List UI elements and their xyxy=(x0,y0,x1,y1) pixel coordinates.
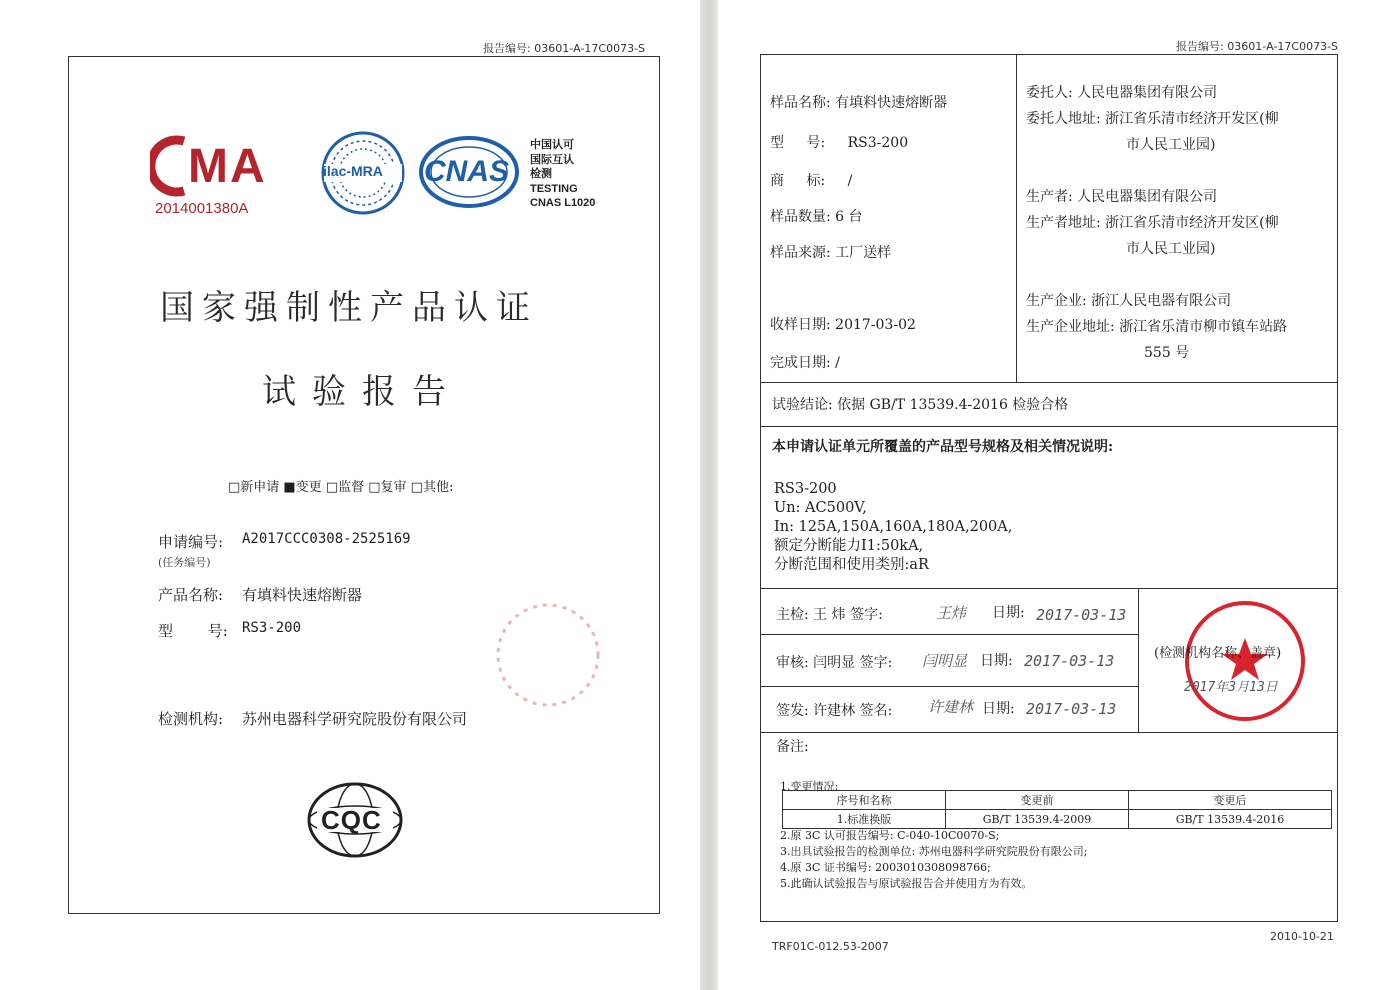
approver-label: 签发: 许建林 签名: xyxy=(776,703,893,719)
cnas-caption-line: TESTING xyxy=(530,182,578,195)
right-report-number: 报告编号: 03601-A-17C0073-S xyxy=(1176,40,1339,53)
form-date: 2010-10-21 xyxy=(1270,930,1334,943)
faint-seal-mark xyxy=(478,600,608,714)
table-cell: 1.标准换版 xyxy=(783,810,946,829)
application-number-label: 申请编号: xyxy=(158,533,224,551)
reviewer-date-label: 日期: xyxy=(980,653,1013,669)
inspector-signature: 王炜 xyxy=(936,604,967,622)
ilac-mra-text: ilac-MRA xyxy=(323,163,383,179)
table-cell: GB/T 13539.4-2016 xyxy=(1129,810,1332,829)
official-red-seal xyxy=(1170,596,1320,730)
cnas-caption-line: CNAS L1020 xyxy=(530,197,596,209)
application-type-checkboxes: □新申请 ■变更 □监督 □复审 □其他: xyxy=(228,480,454,495)
test-lab-label: 检测机构: xyxy=(158,710,224,728)
ilac-mra-logo xyxy=(320,130,406,220)
divider xyxy=(760,732,1338,733)
divider xyxy=(760,382,1338,383)
cnas-caption-line: 国际互认 xyxy=(530,153,574,166)
cma-letters: MA xyxy=(188,140,267,193)
approver-signature: 许建林 xyxy=(928,698,974,716)
cnas-logo xyxy=(418,135,520,213)
spec-line: RS3-200 xyxy=(774,481,837,497)
coverage-heading: 本申请认证单元所覆盖的产品型号规格及相关情况说明: xyxy=(772,439,1114,455)
inspector-label: 主检: 王 炜 签字: xyxy=(776,607,883,623)
test-lab-value: 苏州电器科学研究院股份有限公司 xyxy=(242,710,468,728)
received-date: 收样日期: 2017-03-02 xyxy=(770,317,916,333)
note-line: 5.此确认试验报告与原试验报告合并使用方为有效。 xyxy=(780,877,1033,890)
reviewer-date: 2017-03-13 xyxy=(1024,652,1115,670)
spec-line: 额定分断能力I1:50kA, xyxy=(774,538,924,554)
note-line: 3.出具试验报告的检测单位: 苏州电器科学研究院股份有限公司; xyxy=(780,845,1088,858)
sample-quantity: 样品数量: 6 台 xyxy=(770,209,863,225)
completed-date: 完成日期: / xyxy=(770,355,840,371)
divider xyxy=(760,426,1338,427)
spec-line: Un: AC500V, xyxy=(774,500,867,516)
sample-model: 型 号: RS3-200 xyxy=(770,135,909,151)
left-report-number: 报告编号: 03601-A-17C0073-S xyxy=(483,42,646,55)
divider xyxy=(1016,54,1017,382)
table-header-cell: 变更后 xyxy=(1129,791,1332,810)
remarks-label: 备注: xyxy=(776,739,809,755)
table-header-cell: 序号和名称 xyxy=(783,791,946,810)
inspector-date: 2017-03-13 xyxy=(1036,606,1127,624)
note-line: 2.原 3C 认可报告编号: C-040-10C0070-S; xyxy=(780,829,1000,842)
cnas-text: CNAS xyxy=(424,155,510,188)
cma-number: 2014001380A xyxy=(155,200,249,217)
factory: 生产企业: 浙江人民电器有限公司 xyxy=(1026,293,1232,309)
divider xyxy=(1138,588,1139,732)
model-label: 型 号: xyxy=(158,622,228,640)
form-code: TRF01C-012.53-2007 xyxy=(772,940,889,953)
cnas-caption-line: 检测 xyxy=(530,168,552,180)
notes-list xyxy=(780,828,1087,892)
seal-caption: (检测机构名称、盖章) xyxy=(1154,646,1282,661)
table-header-row xyxy=(783,791,1332,810)
spec-list xyxy=(774,480,1012,575)
task-number-note: (任务编号) xyxy=(158,556,211,569)
spec-line: In: 125A,150A,160A,180A,200A, xyxy=(774,519,1013,535)
producer-address-line-1: 生产者地址: 浙江省乐清市经济开发区(柳 xyxy=(1026,215,1279,231)
application-number-value: A2017CCC0308-2525169 xyxy=(242,531,411,547)
producer: 生产者: 人民电器集团有限公司 xyxy=(1026,189,1218,205)
client-address-line-1: 委托人地址: 浙江省乐清市经济开发区(柳 xyxy=(1026,111,1279,127)
cqc-logo xyxy=(305,780,405,864)
producer-address-line-2: 市人民工业园) xyxy=(1126,241,1216,257)
product-name-value: 有填料快速熔断器 xyxy=(242,586,363,604)
factory-address-line-2: 555 号 xyxy=(1144,345,1190,361)
cnas-caption xyxy=(530,138,595,211)
seal-date: 2017年3月13日 xyxy=(1184,680,1278,695)
cqc-text: CQC xyxy=(321,805,382,835)
sample-source: 样品来源: 工厂送样 xyxy=(770,245,892,261)
reviewer-label: 审核: 闫明显 签字: xyxy=(776,655,893,671)
table-row xyxy=(783,810,1332,829)
divider xyxy=(760,686,1138,687)
factory-address-line-1: 生产企业地址: 浙江省乐清市柳市镇车站路 xyxy=(1026,319,1288,335)
client-address-line-2: 市人民工业园) xyxy=(1126,137,1216,153)
spec-line: 分断范围和使用类别:aR xyxy=(774,557,929,573)
sample-trademark: 商 标: / xyxy=(770,173,853,189)
title-line-2: 试验报告 xyxy=(262,372,462,412)
cnas-caption-line: 中国认可 xyxy=(530,139,574,151)
client: 委托人: 人民电器集团有限公司 xyxy=(1026,85,1218,101)
reviewer-signature: 闫明显 xyxy=(922,652,968,670)
test-conclusion: 试验结论: 依据 GB/T 13539.4-2016 检验合格 xyxy=(772,397,1069,413)
approver-date-label: 日期: xyxy=(982,701,1015,717)
note-line: 4.原 3C 证书编号: 2003010308098766; xyxy=(780,861,991,874)
right-page-details xyxy=(718,0,1400,990)
binding-gutter xyxy=(700,0,718,990)
table-header-cell: 变更前 xyxy=(946,791,1129,810)
product-name-label: 产品名称: xyxy=(158,586,224,604)
sample-name: 样品名称: 有填料快速熔断器 xyxy=(770,95,948,111)
title-line-1: 国家强制性产品认证 xyxy=(160,288,538,328)
approver-date: 2017-03-13 xyxy=(1026,700,1117,718)
inspector-date-label: 日期: xyxy=(992,605,1025,621)
cma-logo xyxy=(150,135,270,201)
changes-table xyxy=(782,790,1332,829)
changes-label: 1.变更情况: xyxy=(780,780,839,793)
divider xyxy=(760,634,1138,635)
divider xyxy=(760,588,1338,589)
table-cell: GB/T 13539.4-2009 xyxy=(946,810,1129,829)
model-value: RS3-200 xyxy=(242,620,302,636)
